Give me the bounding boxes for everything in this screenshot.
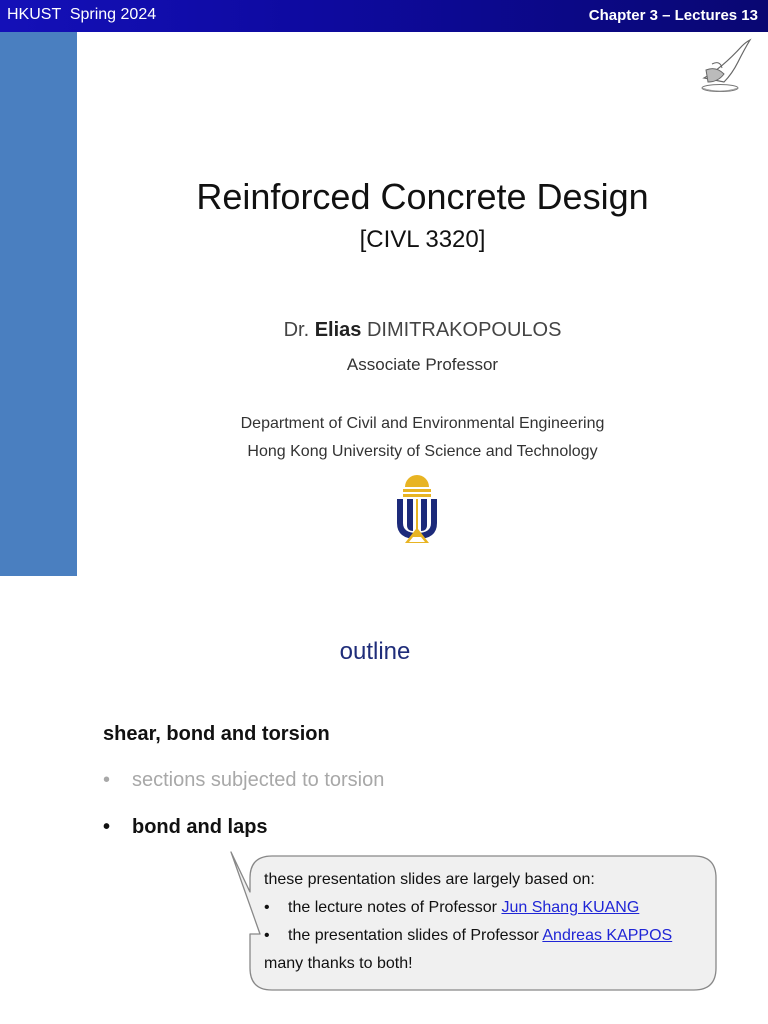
outline-heading: outline — [339, 638, 411, 665]
course-code: [CIVL 3320] — [359, 226, 486, 253]
callout-intro: these presentation slides are largely based on: — [264, 871, 595, 888]
callout-bullet: • — [264, 927, 270, 944]
callout-content — [264, 870, 704, 982]
university-name: Hong Kong University of Science and Technology — [247, 443, 598, 460]
bullet-text: sections subjected to torsion — [132, 769, 385, 791]
author-prefix: Dr. — [283, 319, 310, 341]
author-last-name: DIMITRAKOPOULOS — [366, 319, 562, 341]
link-kuang[interactable]: Jun Shang KUANG — [501, 899, 640, 916]
callout-bullet: • — [264, 899, 270, 916]
department-name: Department of Civil and Environmental Engineering — [240, 415, 605, 432]
author-name — [77, 319, 768, 342]
author-first-name: Elias — [314, 319, 362, 341]
callout-item — [264, 926, 704, 954]
callout-item — [264, 898, 704, 926]
sidebar-accent — [0, 32, 77, 576]
presentation-title: Reinforced Concrete Design — [196, 176, 649, 217]
hkust-logo-icon — [389, 473, 445, 545]
link-kappos[interactable]: Andreas KAPPOS — [542, 927, 673, 944]
callout-item-prefix: the presentation slides of Professor — [288, 927, 539, 944]
bullet-marker: • — [103, 816, 111, 838]
bullet-text: bond and laps — [132, 816, 268, 838]
author-role: Associate Professor — [346, 355, 499, 374]
header-left-text: HKUST Spring 2024 — [7, 6, 157, 23]
callout-item-prefix: the lecture notes of Professor — [288, 899, 497, 916]
sculpture-logo-icon — [698, 38, 752, 94]
section-heading: shear, bond and torsion — [103, 723, 330, 745]
header-bar — [0, 0, 768, 32]
header-right-text: Chapter 3 – Lectures 13 — [588, 7, 758, 24]
bullet-marker: • — [103, 769, 111, 791]
callout-outro: many thanks to both! — [264, 955, 413, 972]
